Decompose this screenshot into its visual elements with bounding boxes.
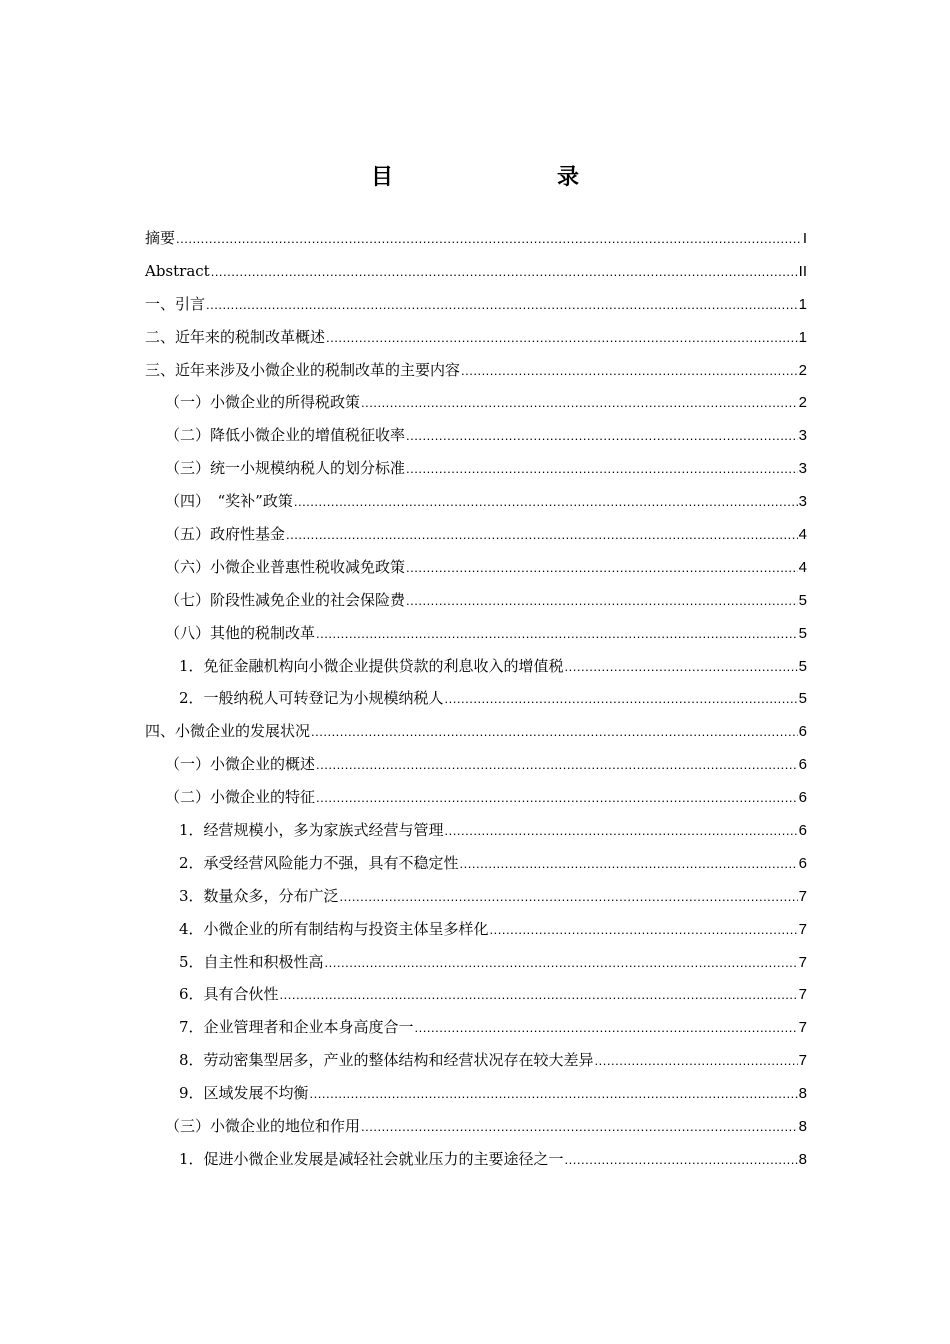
toc-page-number: 1 — [798, 328, 807, 346]
toc-entry-title: 四、小微企业的发展状况 — [145, 722, 311, 741]
dot-leader — [461, 355, 798, 388]
toc-entry-title: 3．数量众多，分布广泛 — [179, 886, 339, 905]
toc-entry-title: （二）小微企业的特征 — [165, 788, 316, 807]
toc-entry-title: （二）降低小微企业的增值税征收率 — [165, 426, 406, 445]
toc-entry[interactable] — [145, 682, 807, 715]
toc-page-number: 6 — [798, 723, 807, 741]
page-title: 目 录 — [370, 165, 619, 190]
dot-leader — [176, 223, 802, 256]
toc-entry[interactable] — [145, 1044, 807, 1077]
toc-entry-title: Abstract — [145, 261, 210, 280]
toc-entry-title: 1．免征金融机构向小微企业提供贷款的利息收入的增值税 — [179, 656, 564, 675]
toc-page-number: 8 — [798, 1118, 807, 1136]
toc-page-number: 7 — [798, 1019, 807, 1037]
toc-page-number: 6 — [798, 789, 807, 807]
toc-entry-title: 9．区域发展不均衡 — [179, 1084, 309, 1103]
dot-leader — [316, 749, 798, 782]
toc-entry[interactable] — [145, 222, 807, 255]
dot-leader — [415, 1012, 798, 1045]
toc-page-number: II — [798, 262, 807, 280]
toc-entry[interactable] — [145, 288, 807, 321]
toc-entry-title: 6．具有合伙性 — [179, 985, 279, 1004]
toc-page-number: 1 — [798, 295, 807, 313]
toc-entry-title: 三、近年来涉及小微企业的税制改革的主要内容 — [145, 360, 461, 379]
dot-leader — [445, 683, 798, 716]
toc-entry[interactable] — [145, 419, 807, 452]
toc-entry-title: （四） “奖补”政策 — [165, 492, 293, 511]
dot-leader — [460, 848, 798, 881]
toc-entry-title: 4．小微企业的所有制结构与投资主体呈多样化 — [179, 919, 489, 938]
dot-leader — [280, 979, 798, 1012]
table-of-contents — [145, 222, 807, 1176]
dot-leader — [595, 1045, 798, 1078]
toc-page-number: 3 — [798, 427, 807, 445]
toc-entry[interactable] — [145, 748, 807, 781]
toc-page-number: 8 — [798, 1085, 807, 1103]
toc-page-number: 6 — [798, 854, 807, 872]
toc-entry[interactable] — [145, 386, 807, 419]
toc-entry-title: （八）其他的税制改革 — [165, 623, 316, 642]
toc-entry[interactable] — [145, 354, 807, 387]
toc-page-number: 7 — [798, 1052, 807, 1070]
dot-leader — [316, 618, 798, 651]
toc-page-number: 5 — [798, 690, 807, 708]
toc-entry[interactable] — [145, 847, 807, 880]
toc-page-number: 5 — [798, 591, 807, 609]
toc-page-number: 3 — [798, 460, 807, 478]
toc-entry-title: （七）阶段性减免企业的社会保险费 — [165, 590, 406, 609]
toc-entry-title: （五）政府性基金 — [165, 525, 286, 544]
toc-entry[interactable] — [145, 880, 807, 913]
toc-entry[interactable] — [145, 584, 807, 617]
toc-entry[interactable] — [145, 255, 807, 288]
toc-entry[interactable] — [145, 715, 807, 748]
toc-entry-title: （三）统一小规模纳税人的划分标准 — [165, 459, 406, 478]
toc-page-number: 7 — [798, 953, 807, 971]
dot-leader — [406, 585, 798, 618]
dot-leader — [206, 289, 798, 322]
toc-entry[interactable] — [145, 650, 807, 683]
toc-entry[interactable] — [145, 452, 807, 485]
dot-leader — [310, 1078, 798, 1111]
toc-entry-title: 二、近年来的税制改革概述 — [145, 327, 326, 346]
dot-leader — [326, 322, 798, 355]
toc-entry-title: （三）小微企业的地位和作用 — [165, 1117, 361, 1136]
toc-page-number: 8 — [798, 1150, 807, 1168]
dot-leader — [294, 486, 798, 519]
toc-entry[interactable] — [145, 1011, 807, 1044]
toc-entry[interactable] — [145, 1143, 807, 1176]
toc-entry[interactable] — [145, 485, 807, 518]
toc-entry[interactable] — [145, 518, 807, 551]
dot-leader — [286, 519, 798, 552]
dot-leader — [406, 453, 798, 486]
toc-entry[interactable] — [145, 551, 807, 584]
toc-entry-title: 一、引言 — [145, 294, 206, 313]
toc-page-number: 4 — [798, 558, 807, 576]
toc-entry[interactable] — [145, 978, 807, 1011]
toc-entry-title: 摘要 — [145, 229, 176, 247]
toc-page-number: 2 — [798, 361, 807, 379]
dot-leader — [565, 1144, 798, 1177]
toc-entry-title: 2．一般纳税人可转登记为小规模纳税人 — [179, 689, 444, 708]
toc-entry-title: 1．促进小微企业发展是减轻社会就业压力的主要途径之一 — [179, 1149, 564, 1168]
toc-entry[interactable] — [145, 617, 807, 650]
toc-page-number: 5 — [798, 657, 807, 675]
dot-leader — [325, 947, 798, 980]
toc-entry[interactable] — [145, 781, 807, 814]
toc-entry[interactable] — [145, 1110, 807, 1143]
toc-page-number: 7 — [798, 887, 807, 905]
toc-entry-title: （六）小微企业普惠性税收减免政策 — [165, 557, 406, 576]
toc-entry-title: （一）小微企业的所得税政策 — [165, 393, 361, 412]
toc-entry-title: 2．承受经营风险能力不强，具有不稳定性 — [179, 853, 459, 872]
dot-leader — [340, 881, 798, 914]
dot-leader — [361, 1111, 798, 1144]
toc-entry-title: （一）小微企业的概述 — [165, 755, 316, 774]
toc-page-number: 2 — [798, 394, 807, 412]
toc-page-number: 7 — [798, 920, 807, 938]
toc-page-number: I — [802, 230, 807, 247]
toc-entry[interactable] — [145, 1077, 807, 1110]
toc-entry[interactable] — [145, 321, 807, 354]
toc-entry-title: 5．自主性和积极性高 — [179, 952, 324, 971]
toc-entry-title: 7．企业管理者和企业本身高度合一 — [179, 1018, 414, 1037]
dot-leader — [406, 552, 798, 585]
toc-page-number: 5 — [798, 624, 807, 642]
toc-page-number: 3 — [798, 493, 807, 511]
toc-entry[interactable] — [145, 814, 807, 847]
toc-page-number: 7 — [798, 986, 807, 1004]
dot-leader — [316, 782, 798, 815]
dot-leader — [445, 815, 798, 848]
toc-entry-title: 1．经营规模小，多为家族式经营与管理 — [179, 821, 444, 840]
dot-leader — [361, 387, 798, 420]
toc-entry[interactable] — [145, 946, 807, 979]
toc-entry[interactable] — [145, 913, 807, 946]
toc-entry-title: 8．劳动密集型居多，产业的整体结构和经营状况存在较大差异 — [179, 1051, 594, 1070]
toc-page-number: 4 — [798, 526, 807, 544]
dot-leader — [490, 914, 798, 947]
dot-leader — [406, 420, 798, 453]
dot-leader — [565, 651, 798, 684]
toc-page-number: 6 — [798, 756, 807, 774]
toc-page-number: 6 — [798, 822, 807, 840]
dot-leader — [311, 716, 798, 749]
dot-leader — [211, 256, 798, 289]
